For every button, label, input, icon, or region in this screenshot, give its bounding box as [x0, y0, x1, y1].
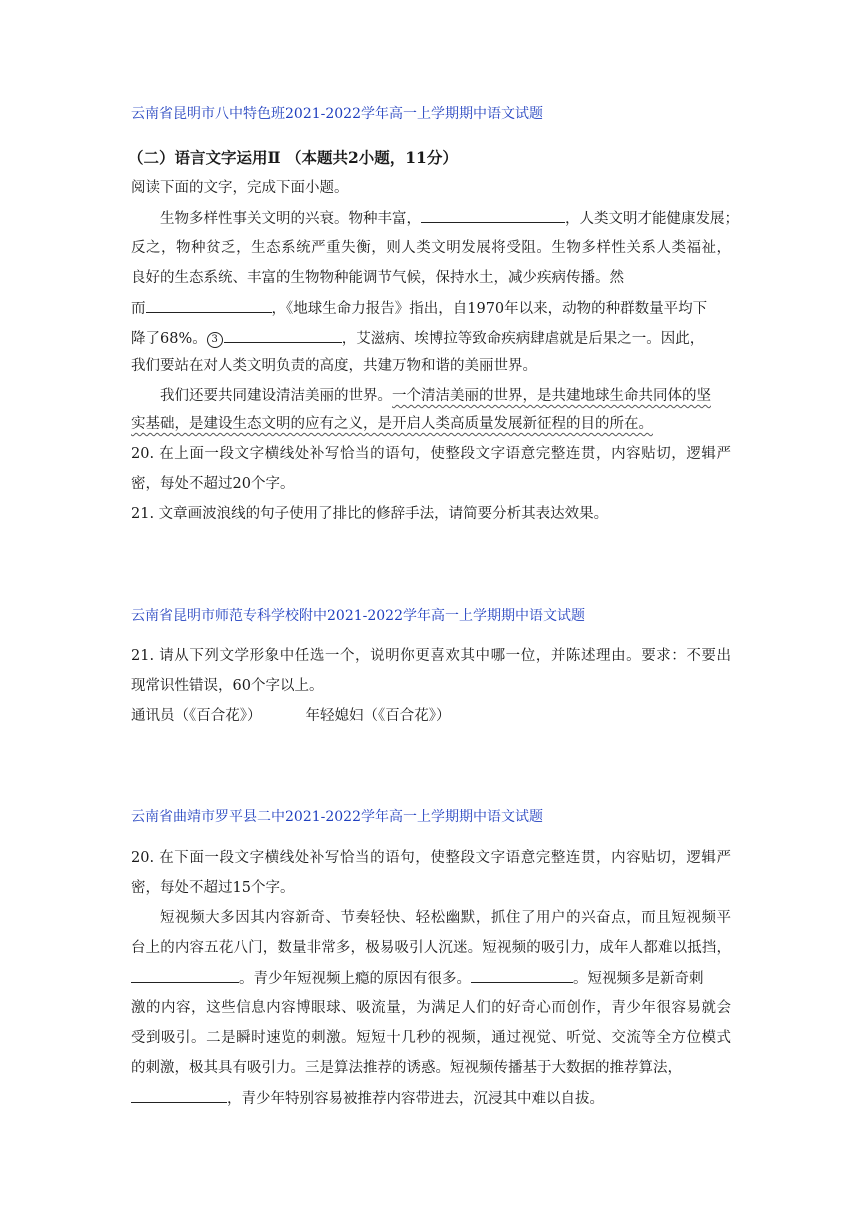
question-20-cont: 密，每处不超过15个字。	[131, 880, 295, 896]
passage-text: 而	[131, 301, 146, 317]
passage-text: 。青少年短视频上瘾的原因有很多。	[239, 971, 471, 987]
fill-blank-2[interactable]	[471, 968, 573, 983]
fill-blank-1[interactable]	[131, 968, 239, 983]
source-line-1: 云南省昆明市八中特色班2021-2022学年高一上学期期中语文试题	[131, 106, 543, 122]
passage-text: 我们还要共同建设清洁美丽的世界。	[160, 388, 392, 404]
passage-line: 良好的生态系统、丰富的生物物种能调节气候，保持水土，减少疾病传播。然	[131, 270, 624, 286]
question-21-cont: 现常识性错误，60个字以上。	[131, 678, 324, 694]
passage-line: 的刺激，极其具有吸引力。三是算法推荐的诱惑。短视频传播基于大数据的推荐算法，	[131, 1060, 682, 1076]
wavy-underlined-text: 一个清洁美丽的世界，是共建地球生命共同体的坚	[392, 388, 711, 404]
question-21: 21. 文章画波浪线的句子使用了排比的修辞手法，请简要分析其表达效果。	[131, 506, 609, 522]
options-line	[131, 706, 451, 726]
passage-line: 受到吸引。二是瞬时速览的刺激。短短十几秒的视频，通过视觉、听觉、交流等全方位模式	[131, 1030, 731, 1046]
fill-blank-3[interactable]	[224, 328, 342, 343]
source-line-2: 云南省昆明市师范专科学校附中2021-2022学年高一上学期期中语文试题	[131, 608, 585, 624]
instruction: 阅读下面的文字，完成下面小题。	[131, 180, 349, 196]
passage-text: ，《地球生命力报告》指出，自1970年以来，动物的种群数量平均下	[271, 301, 708, 317]
passage-text: ，青少年特别容易被推荐内容带进去，沉浸其中难以自拔。	[227, 1091, 604, 1107]
passage-line	[160, 208, 739, 229]
question-21: 21. 请从下列文学形象中任选一个，说明你更喜欢其中哪一位，并陈述理由。要求：不要出	[131, 648, 731, 664]
question-20: 20. 在上面一段文字横线处补写恰当的语句，使整段文字语意完整连贯，内容贴切，逻辑严	[131, 446, 731, 462]
question-20: 20. 在下面一段文字横线处补写恰当的语句，使整段文字语意完整连贯，内容贴切，逻辑严	[131, 850, 731, 866]
blank-marker: 3	[207, 332, 223, 348]
passage-text: 。短视频多是新奇刺	[573, 971, 704, 987]
fill-blank-1[interactable]	[421, 208, 565, 223]
passage-line: 台上的内容五花八门，数量非常多，极易吸引人沉迷。短视频的吸引力，成年人都难以抵挡，	[131, 940, 731, 956]
passage-line	[131, 414, 653, 434]
passage-line	[131, 328, 704, 349]
passage-text: 降了68%。	[131, 331, 207, 347]
passage-text: 生物多样性事关文明的兴衰。物种丰富，	[160, 211, 421, 227]
passage-line	[160, 386, 711, 406]
passage-line: 我们要站在对人类文明负责的高度，共建万物和谐的美丽世界。	[131, 358, 537, 374]
passage-line	[131, 298, 707, 319]
passage-line: 反之，物种贫乏，生态系统严重失衡，则人类文明发展将受阻。生物多样性关系人类福祉，	[131, 240, 731, 256]
source-line-3: 云南省曲靖市罗平县二中2021-2022学年高一上学期期中语文试题	[131, 809, 543, 825]
passage-line: 激的内容，这些信息内容博眼球、吸流量，为满足人们的好奇心而创作，青少年很容易就会	[131, 1000, 731, 1016]
section-heading: （二）语言文字运用Ⅱ （本题共2小题，11分）	[128, 148, 458, 167]
option-item: 通讯员（《百合花》）	[131, 708, 262, 724]
passage-line	[131, 1088, 604, 1109]
option-item: 年轻媳妇（《百合花》）	[305, 708, 451, 724]
fill-blank-2[interactable]	[146, 298, 272, 313]
wavy-underlined-text: 实基础，是建设生态文明的应有之义，是开启人类高质量发展新征程的目的所在。	[131, 416, 653, 432]
passage-line	[131, 968, 704, 989]
question-20-cont: 密，每处不超过20个字。	[131, 476, 295, 492]
passage-text: ，人类文明才能健康发展；	[565, 211, 739, 227]
passage-line: 短视频大多因其内容新奇、节奏轻快、轻松幽默，抓住了用户的兴奋点，而且短视频平	[160, 910, 731, 926]
passage-text: ，艾滋病、埃博拉等致命疾病肆虐就是后果之一。因此，	[341, 331, 705, 347]
fill-blank-3[interactable]	[131, 1088, 227, 1103]
